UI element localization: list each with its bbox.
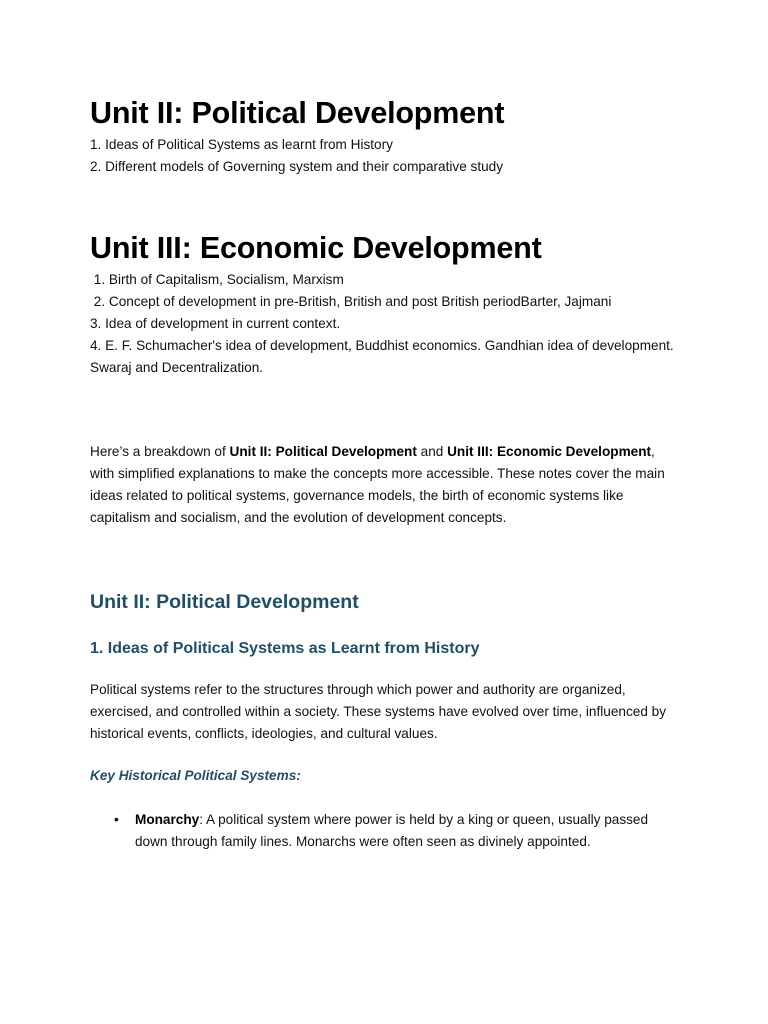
- intro-bold-unit2: Unit II: Political Development: [229, 444, 417, 459]
- bullet-term: Monarchy: [135, 812, 200, 827]
- unit3-item-1: 1. Birth of Capitalism, Socialism, Marxism: [90, 272, 344, 287]
- unit3-list: [90, 269, 680, 379]
- intro-text-3: , with simplified explanations to make the concepts more accessible. These notes cover the main ideas related to political systems, governance models, the birth of economic systems like capitalism and socialism, and the evolution of development concepts.: [90, 444, 665, 525]
- unit2-list: [90, 134, 680, 178]
- intro-text-1: Here’s a breakdown of: [90, 444, 230, 459]
- systems-bullet-list: [90, 809, 680, 853]
- list-item: [90, 809, 680, 853]
- intro-text-2: and: [416, 444, 448, 459]
- section-paragraph: Political systems refer to the structures through which power and authority are organized, exercised, and controlled within a society. These systems have evolved over time, influenced by historical events, conflicts, ideologies, and cultural values.: [90, 682, 667, 741]
- intro-bold-unit3: Unit III: Economic Development: [447, 444, 652, 459]
- unit2-item-2: 2. Different models of Governing system and their comparative study: [90, 159, 504, 174]
- unit2-item-1: 1. Ideas of Political Systems as learnt from History: [90, 137, 393, 152]
- unit3-title: Unit III: Economic Development: [90, 231, 542, 265]
- section-subheading: 1. Ideas of Political Systems as Learnt from History: [90, 640, 480, 657]
- bullet-text: : A political system where power is held by a king or queen, usually passed down through family lines. Monarchs were often seen as divinely appointed.: [135, 812, 649, 849]
- unit3-item-2: 2. Concept of development in pre-British, British and post British periodBarter, Jajmani: [90, 294, 612, 309]
- unit3-item-4: 4. E. F. Schumacher's idea of development, Buddhist economics. Gandhian idea of development. Swaraj and Decentralization.: [90, 338, 674, 375]
- document-content: [90, 94, 680, 853]
- unit3-item-3: 3. Idea of development in current context.: [90, 316, 341, 331]
- bullet-dot-icon: •: [114, 812, 119, 827]
- section-heading: Unit II: Political Development: [90, 591, 359, 613]
- key-systems-heading: Key Historical Political Systems:: [90, 768, 301, 783]
- unit2-title: Unit II: Political Development: [90, 96, 505, 130]
- intro-paragraph: [90, 441, 680, 529]
